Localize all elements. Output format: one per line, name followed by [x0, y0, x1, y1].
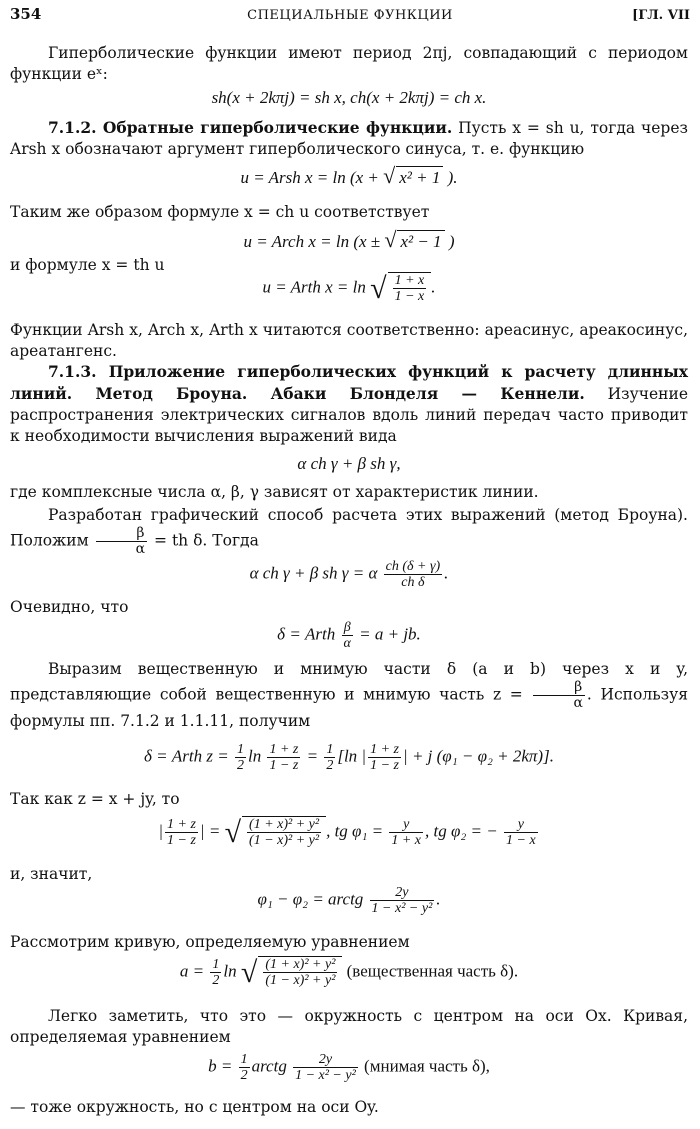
paragraph-area-functions: Функции Arsh x, Arch x, Arth x читаются соответственно: ареасинус, ареакосинус, ареатангенс. — [10, 321, 688, 360]
section-7-1-3-title: 7.1.3. Приложение гиперболических функций к расчету длинных линий. Метод Броуна. Абаки Блонделя — Кеннели. — [10, 362, 688, 403]
eq-arch-radicand: x² − 1 — [397, 230, 444, 252]
section-7-1-2-title: 7.1.2. Обратные гиперболические функции. — [48, 118, 453, 137]
express-parts-text-end: . Используя формулы пп. 7.1.2 и 1.1.11, получим — [10, 685, 688, 730]
paragraph-complex-numbers: где комплексные числа α, β, γ зависят от характеристик линии. — [10, 483, 539, 501]
section-7-1-3-text: Изучение распространения электрических сигналов вдоль линий передач часто приводит к необходимости вычисления выражений вида — [10, 385, 688, 445]
equation-arch: u = Arch x = ln (x ± √ x² − 1 ) — [243, 227, 455, 252]
express-parts-text: Выразим вещественную и мнимую части δ (a и b) через x и y, представляющие собой вещественную и мнимую часть z = — [10, 660, 688, 704]
eq-arch-end: ) — [448, 232, 455, 251]
equation-arth: u = Arth x = ln √ $\frac{1 + x}{1 - x}$ . — [262, 272, 436, 305]
paragraph-since-z: Так как z = x + jy, то — [10, 790, 180, 808]
eq-arsh-lhs: u = Arsh x = ln (x + — [240, 168, 379, 187]
section-7-1-3 — [10, 361, 688, 447]
eq-arsh-radicand: x² + 1 — [396, 166, 443, 188]
equation-modulus: | $\frac{1 + z}{1 - z}$ | = √ $\frac{\text{(1 + x)² + y²}}{\text{(1 − x)² + y²}}$ , tg φ₁ = $\frac{y}{1 + x}$ , tg φ₂ = − $\frac{y}{1 - x}$ — [158, 816, 536, 849]
brown-method-text-end: = th δ. Тогда — [154, 531, 259, 550]
equation-phi-difference: φ₁ − φ₂ = arctg $\frac{2y}{\text{1 − x² − y²}}$ . — [257, 885, 441, 916]
equation-periodicity: sh(x + 2kπj) = sh x, ch(x + 2kπj) = ch x. — [211, 88, 487, 107]
paragraph-brown-method — [10, 505, 688, 557]
equation-alpha-beta: α ch γ + β sh γ, — [297, 454, 401, 473]
eq-arch-lhs: u = Arch x = ln (x ± — [243, 232, 381, 251]
section-7-1-2-text: Пусть x = sh u, тогда через Arsh x обозначают аргумент гиперболического синуса, т. е. функцию — [10, 119, 688, 158]
eq-arsh-end: ). — [447, 168, 458, 187]
eq-delta-rhs: = a + jb. — [359, 624, 421, 644]
section-7-1-2 — [10, 117, 688, 160]
equation-delta — [10, 620, 688, 651]
paragraph-consider-curve: Рассмотрим кривую, определяемую уравнением — [10, 933, 410, 951]
eq-arth-lhs: u = Arth x = ln — [262, 277, 366, 297]
equation-arth-z: δ = Arth z = $\frac{1}{2}$ ln $\frac{1 + z}{1 - z}$ = $\frac{1}{2}$ [ln | $\frac{1 + z}{1 - z}$ | + j (φ₁ − φ₂ + 2kπ)]. — [144, 742, 554, 773]
eq-arth-end: . — [431, 277, 436, 297]
eq-brown-lhs: α ch γ + β sh γ = α — [249, 563, 378, 583]
eq-delta-lhs: δ = Arth — [277, 624, 336, 644]
paragraph-arch-intro: Таким же образом формуле x = ch u соответствует — [10, 203, 430, 221]
paragraph-circle-ox: Легко заметить, что это — окружность с центром на оси Ox. Кривая, определяемая уравнением — [10, 1007, 688, 1046]
equation-real-part: a = $\frac{1}{2}$ ln √ $\frac{\text{(1 + x)² + y²}}{\text{(1 − x)² + y²}}$ (вещественная часть δ). — [179, 956, 519, 989]
chapter-label: [ГЛ. VII — [632, 8, 690, 23]
imag-part-note: (мнимая часть δ), — [364, 1056, 490, 1076]
paragraph-arth-intro: и формуле x = th u — [10, 256, 165, 274]
brown-method-text: Разработан графический способ расчета этих выражений (метод Броуна). Положим — [10, 506, 688, 550]
running-title: СПЕЦИАЛЬНЫЕ ФУНКЦИИ — [247, 8, 453, 23]
equation-arsh: u = Arsh x = ln (x + √ x² + 1 ). — [240, 163, 458, 188]
paragraph-obviously: Очевидно, что — [10, 598, 129, 616]
real-part-note: (вещественная часть δ). — [346, 961, 519, 981]
equation-imag-part: b = $\frac{1}{2}$ arctg $\frac{2y}{\text{1 − x² − y²}}$ (мнимая часть δ), — [208, 1052, 490, 1083]
brown-fraction: $\frac{\beta}{\alpha}$ — [96, 526, 147, 557]
paragraph-express-parts — [10, 659, 688, 732]
paragraph-period: Гиперболические функции имеют период 2πj, совпадающий с периодом функции eˣ: — [10, 44, 688, 83]
eq-delta-fraction: $\frac{\beta}{\alpha}$ — [343, 620, 351, 651]
z-fraction: $\frac{\beta}{\alpha}$ — [533, 680, 584, 711]
running-header — [10, 4, 690, 26]
page-number: 354 — [10, 5, 42, 23]
paragraph-therefore: и, значит, — [10, 865, 93, 883]
paragraph-circle-oy: — тоже окружность, но с центром на оси Oy. — [10, 1098, 379, 1116]
eq-brown-fraction: $\frac{ch (\delta + \gamma)}{\text{ch δ}}$ — [385, 559, 441, 590]
equation-brown: α ch γ + β sh γ = α $\frac{ch (\delta + \gamma)}{\text{ch δ}}$ . — [249, 559, 449, 590]
eq-arth-fraction: $\frac{1 + x}{1 - x}$ — [394, 273, 425, 304]
